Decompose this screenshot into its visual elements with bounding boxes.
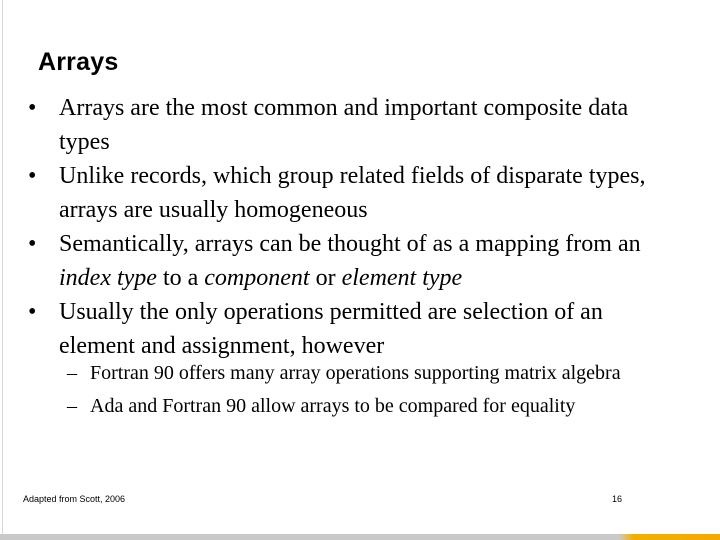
footer-credit: Adapted from Scott, 2006 (23, 494, 126, 504)
sub-bullet-marker: – (67, 395, 77, 417)
sub-bullet-list (0, 361, 720, 427)
sub-bullet-item (0, 394, 680, 419)
page-number: 16 (612, 494, 623, 504)
term-index-type: index type (59, 265, 157, 291)
sub-bullet-text: Ada and Fortran 90 allow arrays to be compared for equality (90, 395, 576, 417)
term-element-type: element type (341, 265, 463, 291)
bullet-text: Semantically, arrays can be thought of as a mapping from an index type to a component or element type (59, 231, 641, 291)
bullet-marker: • (28, 299, 37, 325)
bullet-list (0, 91, 720, 363)
sub-bullet-item (0, 361, 680, 386)
bullet-text: Unlike records, which group related fields of disparate types, arrays are usually homogeneous (59, 163, 646, 223)
bullet-marker: • (28, 163, 37, 189)
bullet-item (0, 91, 684, 159)
bottom-accent-bar (0, 534, 720, 540)
bullet-item (0, 227, 684, 295)
bullet-marker: • (28, 231, 37, 257)
term-component: component (204, 265, 310, 291)
bullet-text: Arrays are the most common and important composite data types (59, 95, 629, 155)
bullet-item (0, 159, 684, 227)
sub-bullet-marker: – (67, 362, 77, 384)
bullet-marker: • (28, 95, 37, 121)
bullet-item (0, 295, 684, 363)
slide-title: Arrays (38, 48, 119, 76)
bullet-text: Usually the only operations permitted are selection of an element and assignment, however (59, 299, 603, 359)
sub-bullet-text: Fortran 90 offers many array operations supporting matrix algebra (90, 362, 621, 384)
